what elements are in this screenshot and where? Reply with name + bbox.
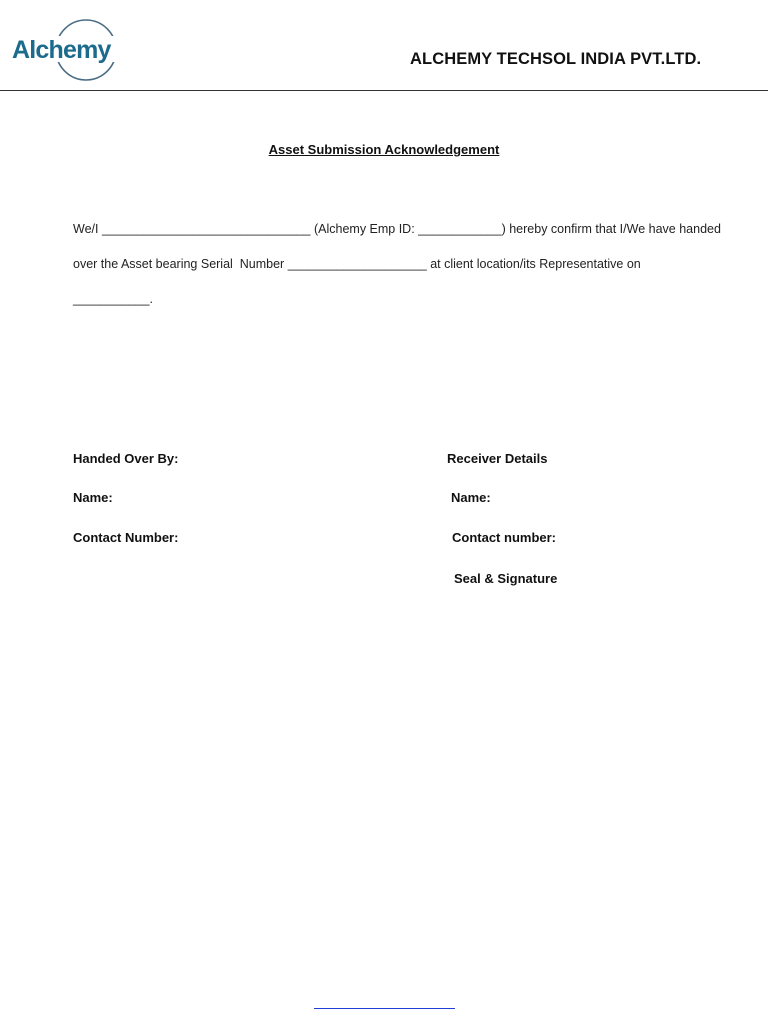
logo-wordmark: Alchemy (12, 36, 111, 64)
company-logo (10, 18, 134, 84)
footer-link[interactable] (314, 1008, 455, 1009)
acknowledgement-line-1: We/I ______________________________ (Alchemy Emp ID: ____________) hereby confirm that I/We have handed (73, 222, 721, 236)
handed-over-name-label: Name: (73, 490, 113, 505)
acknowledgement-line-2: over the Asset bearing Serial Number ____________________ at client location/its Representative on (73, 257, 641, 271)
handed-over-heading: Handed Over By: (73, 451, 179, 466)
receiver-name-label: Name: (451, 490, 491, 505)
receiver-heading: Receiver Details (447, 451, 548, 466)
header-divider (0, 90, 768, 91)
acknowledgement-line-3: ___________. (73, 292, 153, 306)
document-title: Asset Submission Acknowledgement (268, 142, 500, 157)
company-name: ALCHEMY TECHSOL INDIA PVT.LTD. (410, 50, 702, 68)
handed-over-contact-label: Contact Number: (73, 530, 179, 545)
receiver-contact-label: Contact number: (452, 530, 556, 545)
receiver-seal-signature-label: Seal & Signature (454, 571, 558, 586)
